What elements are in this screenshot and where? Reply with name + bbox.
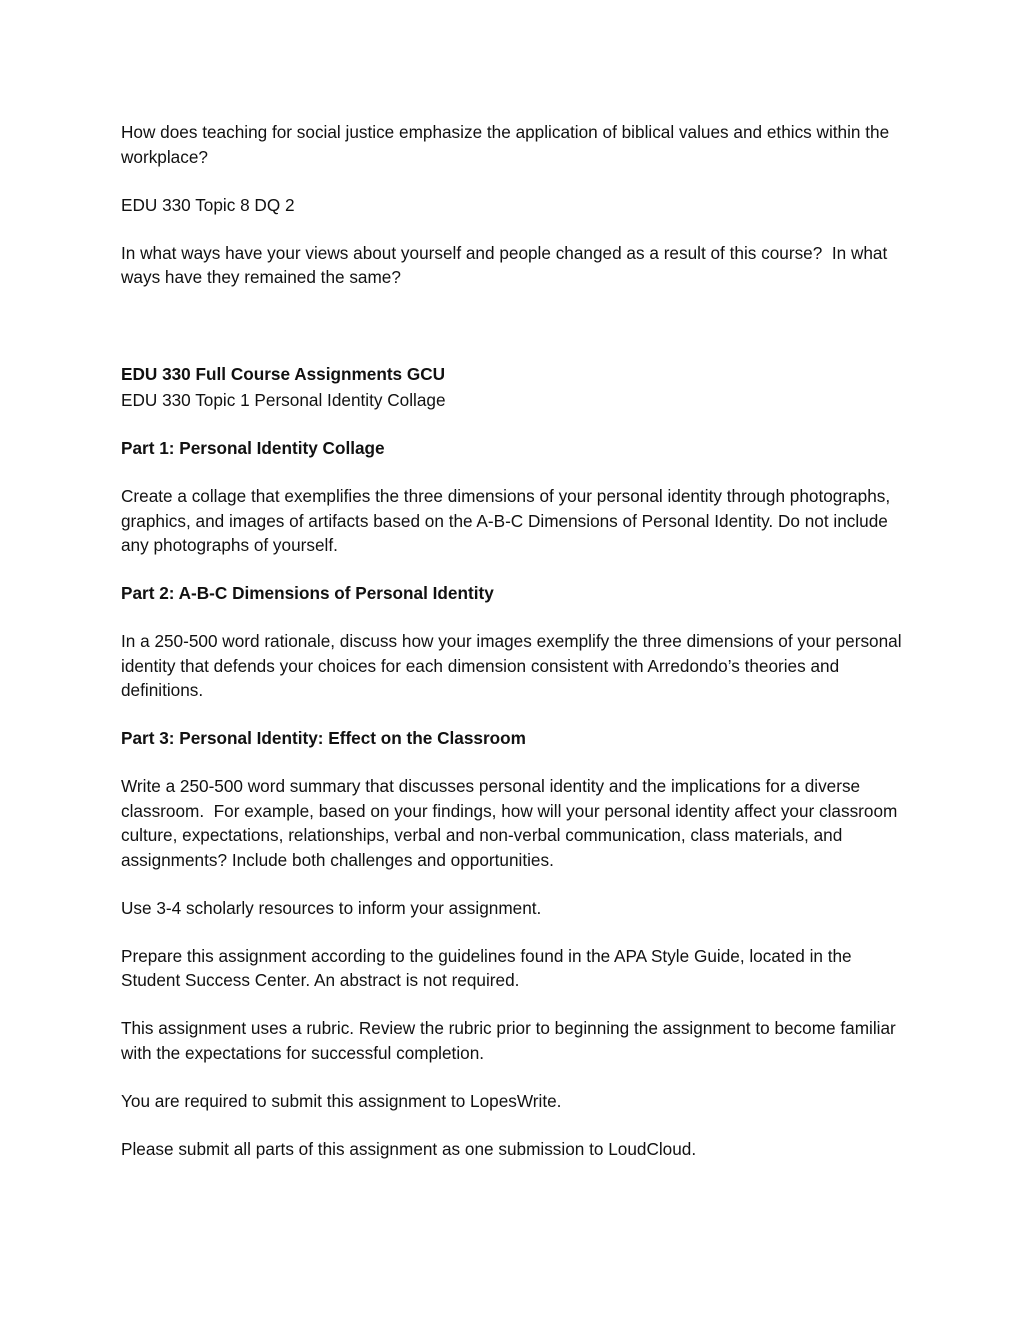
topic-8-dq-2-label: EDU 330 Topic 8 DQ 2 [121,194,295,215]
part-2-text: In a 250-500 word rationale, discuss how your images exemplify the three dimensions of your personal identity that defends your choices for each dimension consistent with Arredondo’s theories and definitions. [121,631,907,700]
topic-1-title: EDU 330 Topic 1 Personal Identity Collage [121,390,446,410]
full-course-heading: EDU 330 Full Course Assignments GCU [121,363,446,384]
part-2-heading: Part 2: A-B-C Dimensions of Personal Identity [121,583,494,603]
part-3-text: Write a 250-500 word summary that discusses personal identity and the implications for a diverse classroom. For example, based on your findings, how will your personal identity affect your classroom culture, expectations, relationships, verbal and non-verbal communication, class materials, and assignments? Include both challenges and opportunities. [121,776,903,870]
resources-instruction: Use 3-4 scholarly resources to inform your assignment. [121,897,542,918]
part-1-heading: Part 1: Personal Identity Collage [121,438,385,458]
lopeswrite-instruction: You are required to submit this assignment to LopesWrite. [121,1090,562,1111]
apa-instruction: Prepare this assignment according to the guidelines found in the APA Style Guide, located in the Student Success Center. An abstract is not required. [121,945,857,990]
discussion-question-2: In what ways have your views about yourself and people changed as a result of this course? In what ways have they remained the same? [121,242,893,287]
discussion-question-1: How does teaching for social justice emphasize the application of biblical values and ethics within the workplace? [121,122,894,167]
rubric-instruction: This assignment uses a rubric. Review the rubric prior to beginning the assignment to become familiar with the expectations for successful completion. [121,1018,901,1063]
part-1-text: Create a collage that exemplifies the three dimensions of your personal identity through photographs, graphics, and images of artifacts based on the A-B-C Dimensions of Personal Identity. Do not include any photographs of yourself. [121,486,895,555]
loudcloud-instruction: Please submit all parts of this assignment as one submission to LoudCloud. [121,1138,697,1159]
part-3-heading: Part 3: Personal Identity: Effect on the Classroom [121,728,526,748]
document-page [121,120,906,1161]
